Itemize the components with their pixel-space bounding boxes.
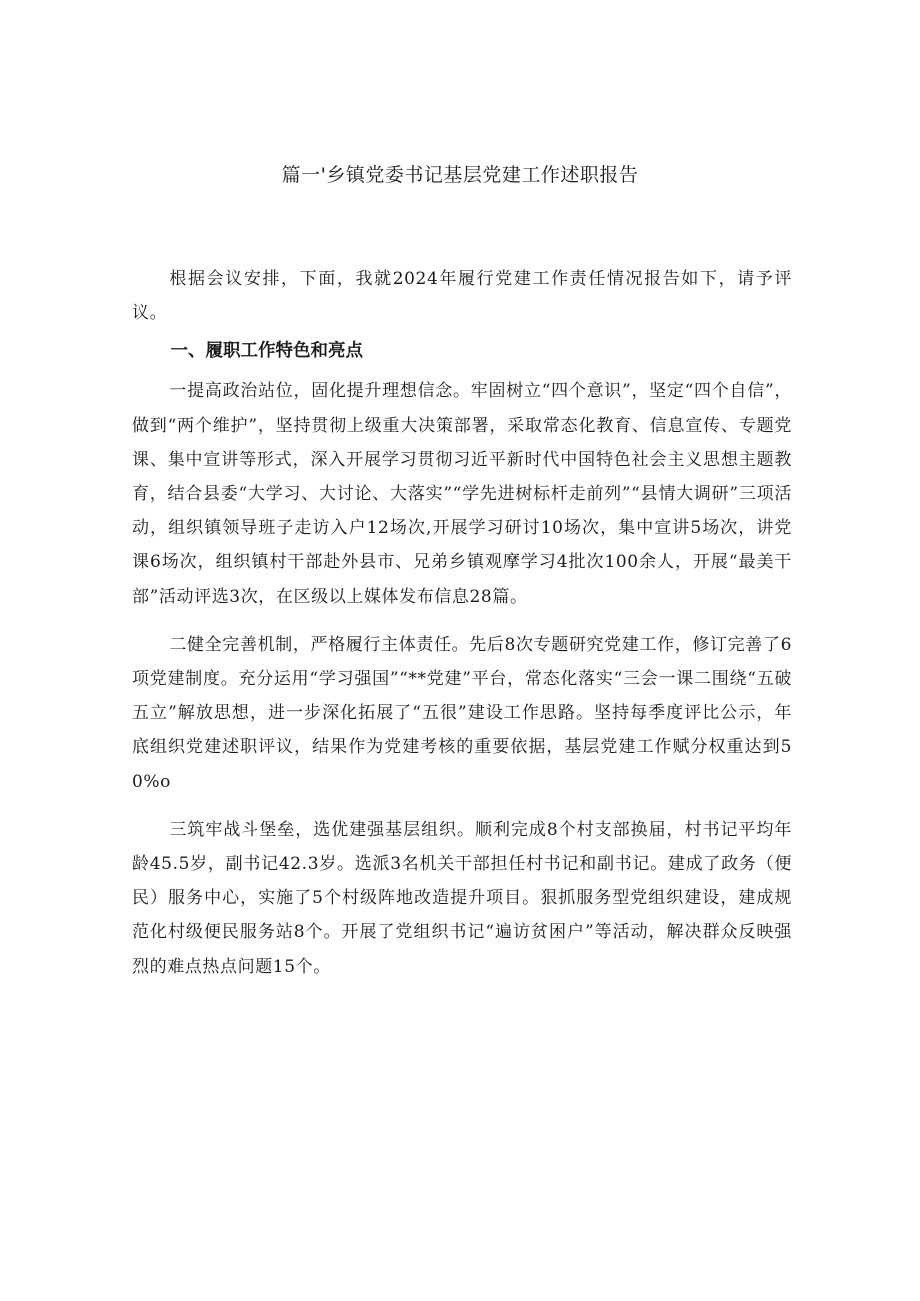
section-heading: 一、履职工作特色和亮点	[170, 341, 363, 362]
paragraph-3: 三筑牢战斗堡垒，选优建强基层组织。顺利完成8个村支部换届，村书记平均年龄45.5岁，副书记42.3岁。选派3名机关干部担任村书记和副书记。建成了政务（便民）服务中心，实施了5个村级阵地改造提升项目。狠抓服务型党组织建设，建成规范化村级便民服务站8个。开展了党组织书记“遍访贫困户”等活动，解决群众反映强烈的难点热点问题15个。	[132, 819, 792, 977]
paragraph-2: 二健全完善机制，严格履行主体责任。先后8次专题研究党建工作，修订完善了6项党建制度。充分运用“学习强国”“**党建”平台，常态化落实“三会一课二围绕“五破五立”解放思想，进一步深化拓展了“五很”建设工作思路。坚持每季度评比公示，年底组织党建述职评议，结果作为党建考核的重要依据，基层党建工作赋分权重达到50%o	[132, 634, 792, 792]
paragraph-1: 一提高政治站位，固化提升理想信念。牢固树立“四个意识”，坚定“四个自信”，做到“两个维护”，坚持贯彻上级重大决策部署，采取常态化教育、信息宣传、专题党课、集中宣讲等形式，深入开展学习贯彻习近平新时代中国特色社会主义思想主题教育，结合县委“大学习、大讨论、大落实”“学先进树标杆走前列”“县情大调研”三项活动，组织镇领导班子走访入户12场次,开展学习研讨10场次，集中宣讲5场次，讲党课6场次，组织镇村干部赴外县市、兄弟乡镇观摩学习4批次100余人，开展“最美干部”活动评选3次，在区级以上媒体发布信息28篇。	[132, 381, 792, 607]
intro-paragraph: 根据会议安排，下面，我就2024年履行党建工作责任情况报告如下，请予评议。	[132, 269, 792, 324]
document-body	[132, 262, 792, 998]
document-title: 篇一'乡镇党委书记基层党建工作述职报告	[281, 164, 639, 186]
